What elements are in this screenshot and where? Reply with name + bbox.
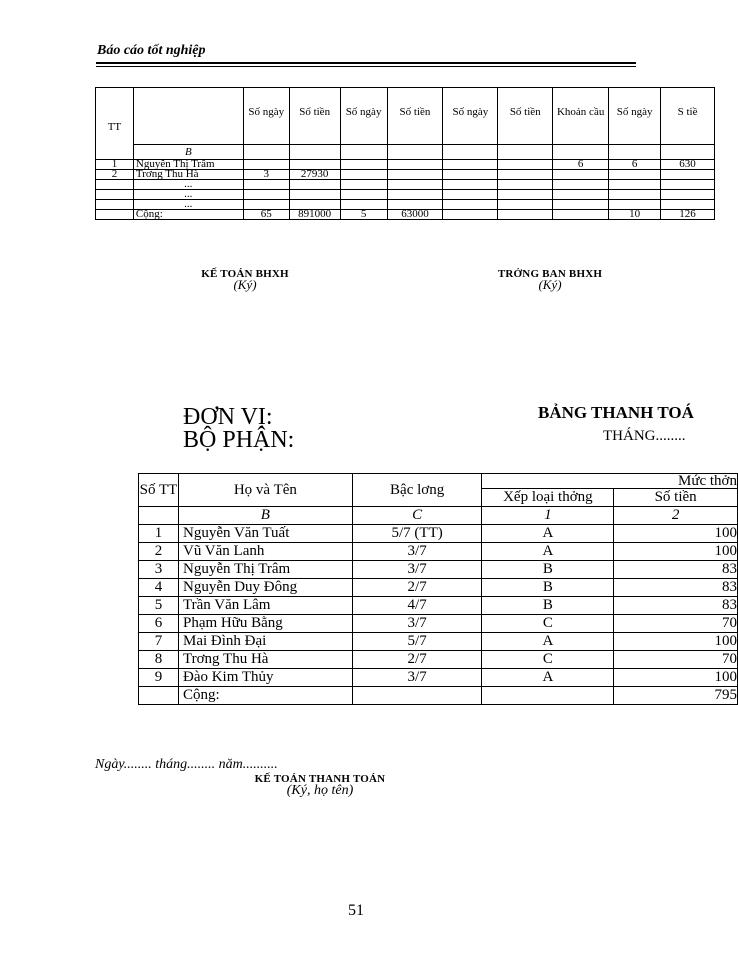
table1-cell (289, 180, 340, 190)
table1-header-tt: TT (96, 88, 134, 160)
table1-cell (443, 160, 498, 170)
table2-header-name: Họ và Tên (178, 474, 352, 507)
table2-header-sotien: Số tiền (614, 489, 738, 507)
table2-cell: 5/7 (352, 633, 482, 651)
table2-header-stt: Số TT (139, 474, 179, 507)
page-number: 51 (348, 902, 364, 919)
unit-label: ĐƠN VỊ: (183, 404, 273, 430)
table2-cell: 70 (614, 651, 738, 669)
table2-cell: 5 (139, 597, 179, 615)
table2-sub-cell: C (352, 507, 482, 525)
table1-cell (387, 180, 443, 190)
table2-total-value: 795 (614, 687, 738, 705)
table-bonus-payment (138, 473, 738, 705)
table-bhxh (95, 87, 715, 220)
table1-cell (443, 210, 498, 220)
table1-cell: ... (133, 190, 243, 200)
table2-cell: C (482, 615, 614, 633)
table1-header-cell: Số tiền (387, 88, 443, 145)
table1-cell: ... (133, 180, 243, 190)
table2-cell: 3/7 (352, 615, 482, 633)
table1-cell (661, 190, 715, 200)
signature1-left-sign: (Ký) (233, 277, 257, 292)
table1-cell (498, 180, 553, 190)
table1-cell (661, 170, 715, 180)
table1-cell (661, 180, 715, 190)
table-row (139, 615, 738, 633)
table-row (96, 210, 715, 220)
table2-cell: 100 (614, 543, 738, 561)
table2-cell: 2/7 (352, 651, 482, 669)
table1-cell: 63000 (387, 210, 443, 220)
table1-cell (387, 170, 443, 180)
table2-cell: A (482, 669, 614, 687)
table1-cell (443, 170, 498, 180)
table1-cell: 1 (96, 160, 134, 170)
table2-cell: 4 (139, 579, 179, 597)
table1-cell (609, 180, 661, 190)
table1-cell (553, 200, 609, 210)
table2-cell: Đào Kim Thủy (178, 669, 352, 687)
month-label: THÁNG........ (603, 428, 686, 444)
payment-table-title: BẢNG THANH TOÁ (538, 403, 694, 422)
table1-cell (96, 200, 134, 210)
table2-sub-row (139, 507, 738, 525)
table1-cell: ... (133, 200, 243, 210)
table1-header-cell: Số tiền (289, 88, 340, 145)
table2-sub-cell: 1 (482, 507, 614, 525)
table2-cell: 2 (139, 543, 179, 561)
table1-header-cell: Khoản cầu (553, 88, 609, 145)
table1-cell (553, 180, 609, 190)
table2-cell: 3/7 (352, 669, 482, 687)
table2-cell: 3/7 (352, 561, 482, 579)
table2-cell: 5/7 (TT) (352, 525, 482, 543)
table-row (139, 669, 738, 687)
table1-cell (443, 190, 498, 200)
table1-cell (498, 200, 553, 210)
table1-cell (340, 170, 387, 180)
signature1-right-sign: (Ký) (538, 277, 562, 292)
table1-cell: Nguyễn Thị Trâm (133, 160, 243, 170)
footer-sign-title: KẾ TOÁN THANH TOÁN (254, 773, 386, 785)
table2-cell: 70 (614, 615, 738, 633)
table1-cell: Trơng Thu Hà (133, 170, 243, 180)
table1-cell (387, 160, 443, 170)
table1-cell (553, 210, 609, 220)
table1-header-blank (133, 88, 243, 145)
table1-cell (609, 190, 661, 200)
table2-cell: 8 (139, 651, 179, 669)
table1-cell (553, 170, 609, 180)
table1-cell (498, 190, 553, 200)
table2-cell: A (482, 525, 614, 543)
table-row (139, 579, 738, 597)
footer-sign-note: (Ký, họ tên) (286, 783, 354, 798)
table1-header-cell: Số ngày (243, 88, 289, 145)
table1-header-cell: Số ngày (443, 88, 498, 145)
table1-cell (609, 170, 661, 180)
table1-cell (243, 180, 289, 190)
table2-cell: 9 (139, 669, 179, 687)
table1-header-cell: Số ngày (609, 88, 661, 145)
table2-cell: Nguyễn Văn Tuất (178, 525, 352, 543)
table1-cell (340, 160, 387, 170)
table2-cell: 83 (614, 597, 738, 615)
table2-cell: 83 (614, 579, 738, 597)
table2-cell: 100 (614, 669, 738, 687)
table2-cell: 100 (614, 633, 738, 651)
table2-cell: 1 (139, 525, 179, 543)
table2-cell: Nguyễn Duy Đông (178, 579, 352, 597)
table2-header-muc: Mức thởn (482, 474, 738, 489)
signature1-left-title: KẾ TOÁN BHXH (201, 268, 289, 280)
header-rule-thin (96, 66, 636, 67)
table2-cell: Trần Văn Lâm (178, 597, 352, 615)
table2-cell: 83 (614, 561, 738, 579)
table2-cell: C (482, 651, 614, 669)
table1-cell (553, 190, 609, 200)
signature1-right-title: TRỞNG BAN BHXH (497, 268, 603, 280)
table1-cell (443, 180, 498, 190)
table2-cell: 6 (139, 615, 179, 633)
header-rule-thick (96, 62, 636, 64)
table1-cell: 6 (553, 160, 609, 170)
table2-header-grade: Bậc lơng (352, 474, 482, 507)
table1-cell: 5 (340, 210, 387, 220)
table2-sub-cell: 2 (614, 507, 738, 525)
table2-header-row-1 (139, 474, 738, 489)
table1-header-cell: Số ngày (340, 88, 387, 145)
table1-cell (340, 190, 387, 200)
table1-cell: 630 (661, 160, 715, 170)
date-line: Ngày........ tháng........ năm.......... (95, 757, 278, 772)
table1-cell (498, 210, 553, 220)
table2-cell: Trơng Thu Hà (178, 651, 352, 669)
table1-cell: 3 (243, 170, 289, 180)
table1-cell: 10 (609, 210, 661, 220)
table1-cell: 27930 (289, 170, 340, 180)
table1-cell (443, 200, 498, 210)
table1-header-cell: S tiề (661, 88, 715, 145)
table1-cell: 891000 (289, 210, 340, 220)
table1-cell: Cộng: (133, 210, 243, 220)
table1-cell (96, 190, 134, 200)
table-row (139, 633, 738, 651)
table2-sub-cell (139, 507, 179, 525)
table2-cell: 100 (614, 525, 738, 543)
table2-cell: Mai Đình Đại (178, 633, 352, 651)
table1-header-cell: Số tiền (498, 88, 553, 145)
table2-cell: Vũ Văn Lanh (178, 543, 352, 561)
table1-sub-b: B (133, 145, 243, 160)
table-row (139, 597, 738, 615)
table2-cell: Nguyễn Thị Trâm (178, 561, 352, 579)
table1-cell (498, 160, 553, 170)
report-header-title: Báo cáo tốt nghiệp (97, 43, 206, 58)
table2-cell: A (482, 633, 614, 651)
table1-cell (243, 190, 289, 200)
table1-cell: 2 (96, 170, 134, 180)
table-row (139, 561, 738, 579)
table2-cell: 4/7 (352, 597, 482, 615)
table2-cell: B (482, 561, 614, 579)
table1-cell: 65 (243, 210, 289, 220)
table2-sub-cell: B (178, 507, 352, 525)
table2-cell: B (482, 597, 614, 615)
table2-cell: Phạm Hữu Bằng (178, 615, 352, 633)
table-row (139, 543, 738, 561)
table1-cell (387, 190, 443, 200)
table1-cell (340, 180, 387, 190)
table-row (139, 525, 738, 543)
table2-cell: 3/7 (352, 543, 482, 561)
table1-cell: 6 (609, 160, 661, 170)
table1-cell (96, 180, 134, 190)
table-row (139, 651, 738, 669)
table2-header-xep: Xếp loại thởng (482, 489, 614, 507)
table1-cell (289, 190, 340, 200)
table1-cell (96, 210, 134, 220)
table2-cell: 2/7 (352, 579, 482, 597)
table2-cell: B (482, 579, 614, 597)
table1-cell (498, 170, 553, 180)
table2-total-row (139, 687, 738, 705)
table2-cell: 7 (139, 633, 179, 651)
table1-header-row (96, 88, 715, 145)
table2-cell: 3 (139, 561, 179, 579)
table2-cell: A (482, 543, 614, 561)
table1-cell: 126 (661, 210, 715, 220)
table2-total-label: Cộng: (178, 687, 352, 705)
department-label: BỘ PHẬN: (183, 427, 295, 453)
